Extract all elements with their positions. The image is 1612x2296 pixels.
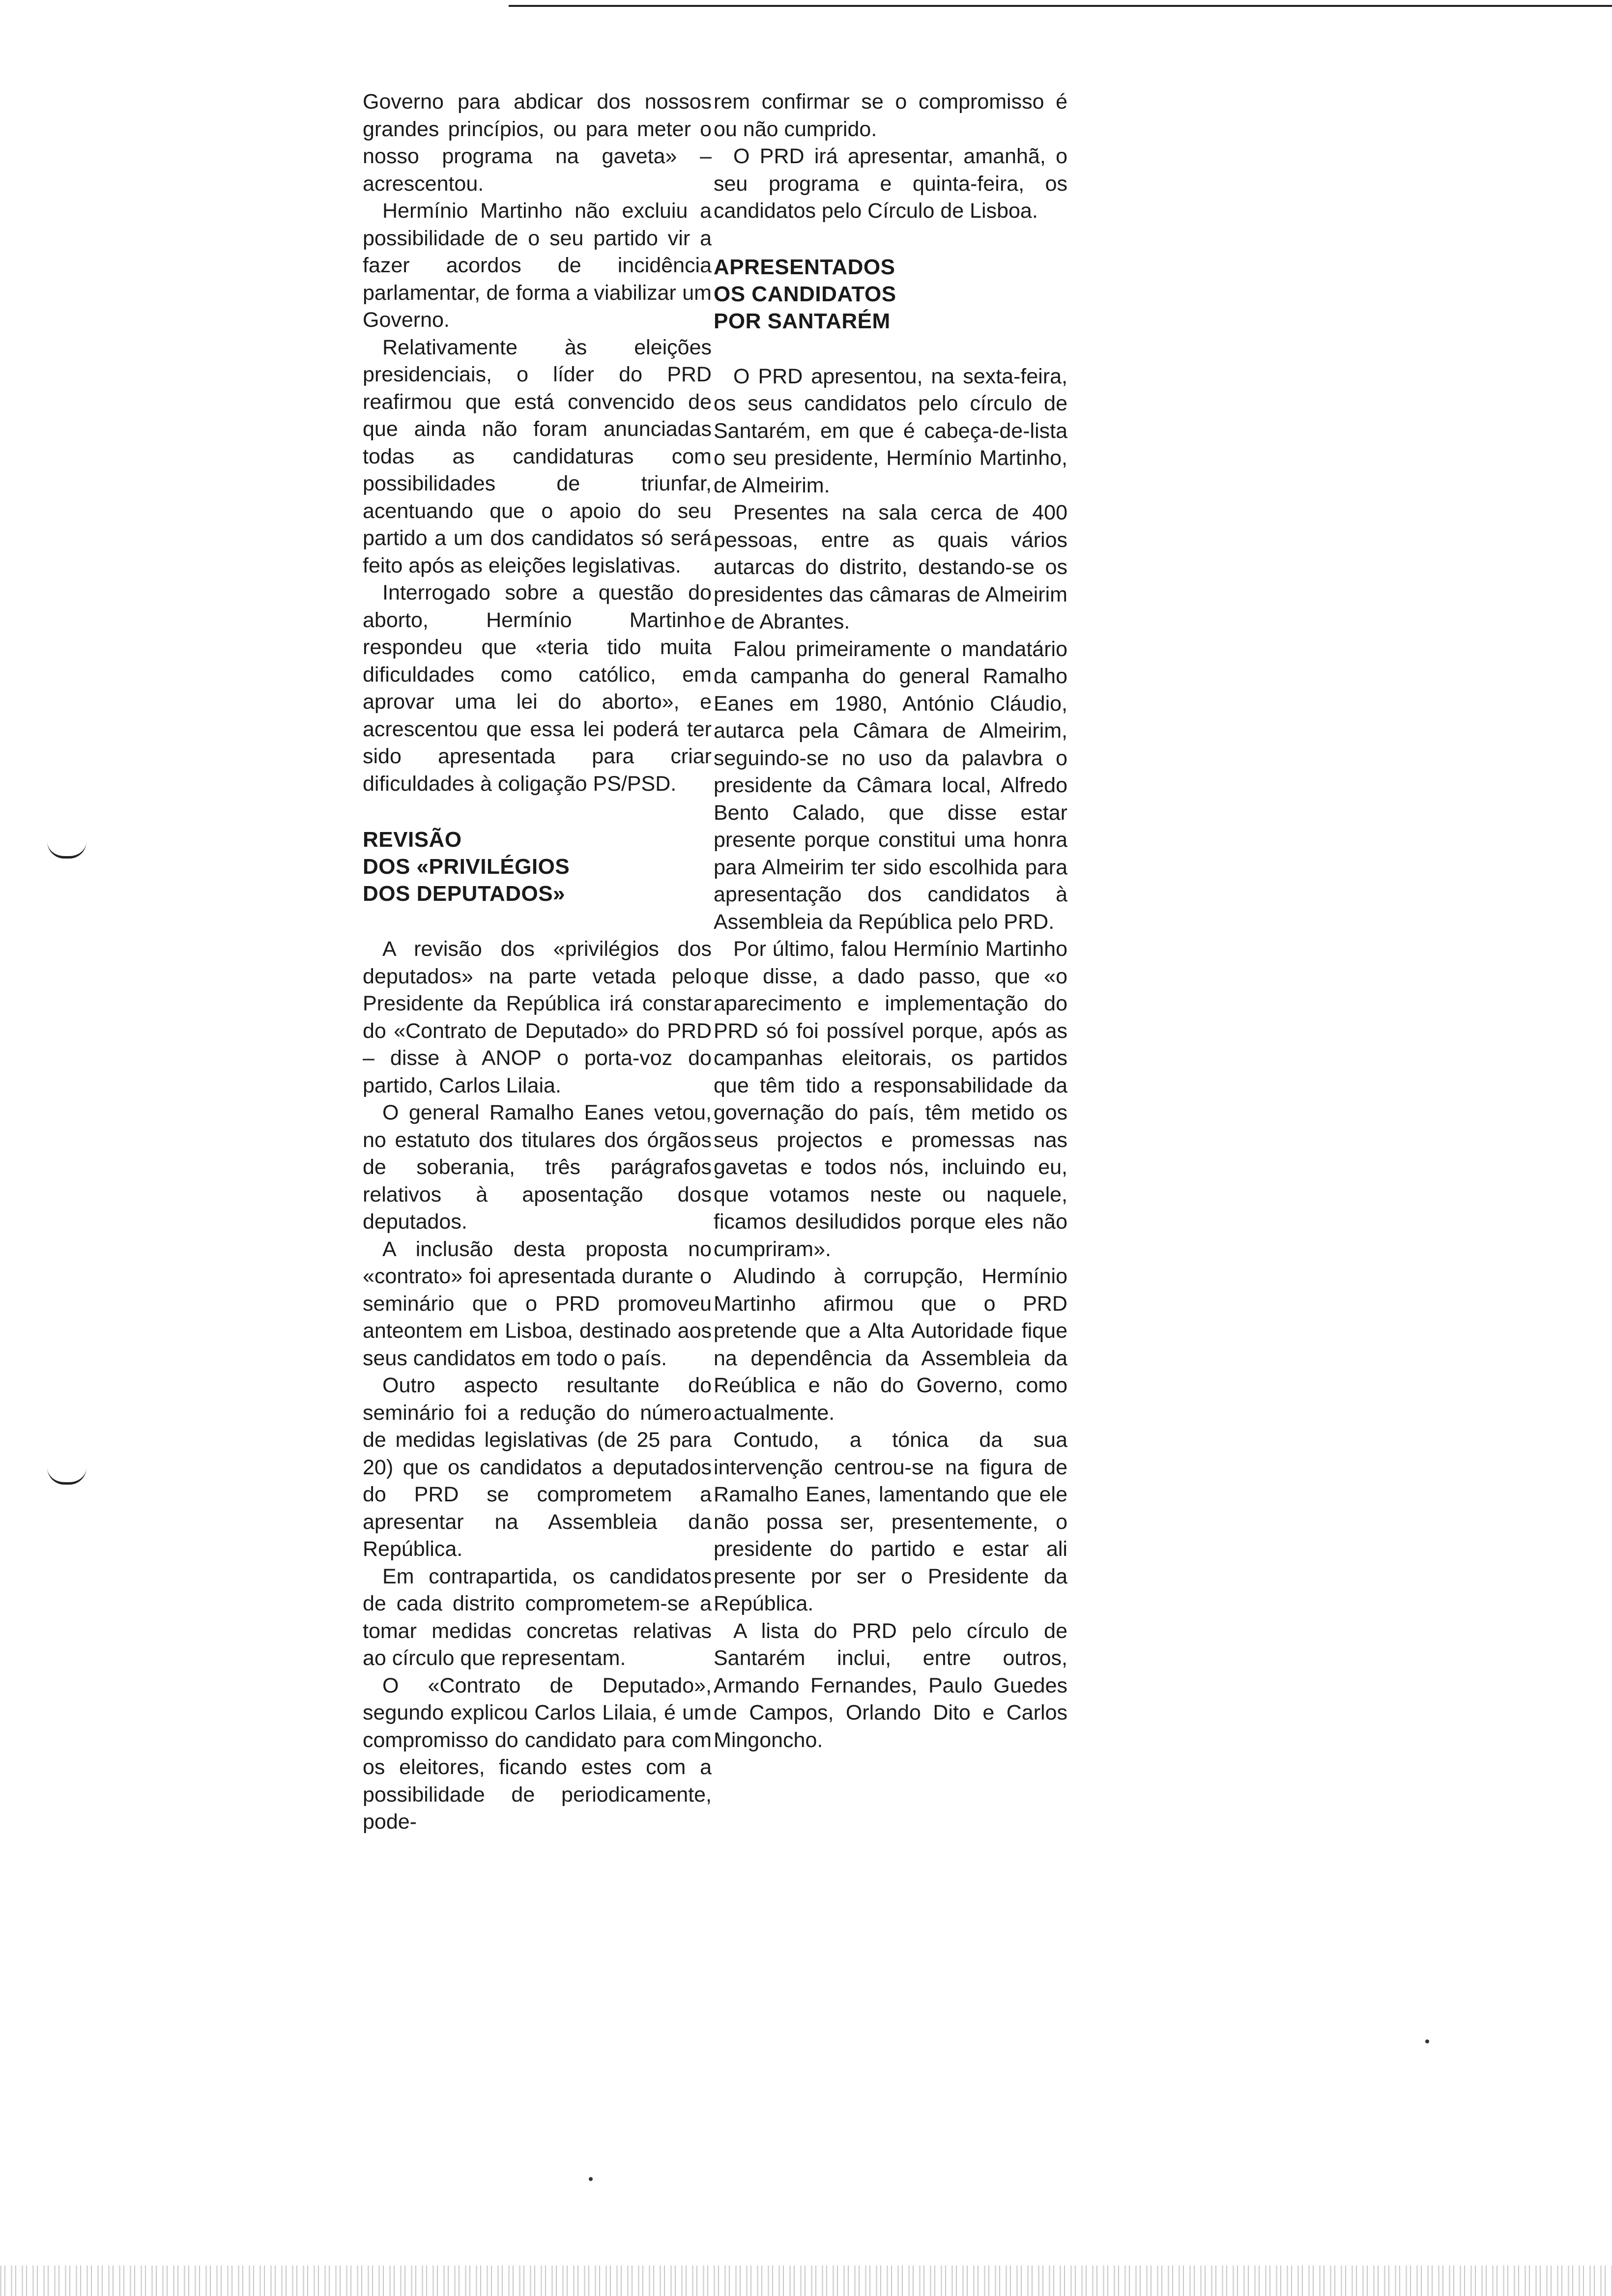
margin-pen-mark (47, 1467, 86, 1485)
right-paragraphs-before (714, 88, 1067, 225)
subheading-apresentados-candidatos (714, 254, 1067, 335)
scan-speck (589, 2177, 593, 2181)
article-paragraph: Governo para abdicar dos nossos grandes princípios, ou para meter o nosso programa na gaveta» – acrescentou. (363, 90, 712, 196)
article-paragraph: Hermínio Martinho não excluiu a possibilidade de o seu partido vir a fazer acordos de incidência parlamentar, de forma a viabilizar um Governo. (363, 199, 712, 332)
right-article-column (714, 88, 1067, 1754)
article-paragraph: Aludindo à corrupção, Hermínio Martinho afirmou que o PRD pretende que a Alta Autoridade fique na dependência da Assembleia da Reública e não do Governo, como actualmente. (714, 1264, 1067, 1425)
article-paragraph: A inclusão desta proposta no «contrato» foi apresentada durante o seminário que o PRD promoveu anteontem em Lisboa, destinado aos seus candidatos em todo o país. (363, 1237, 712, 1370)
subheading-line: APRESENTADOS (714, 255, 895, 279)
article-paragraph: O «Contrato de Deputado», segundo explicou Carlos Lilaia, é um compromisso do candidato para com os eleitores, ficando estes com a possibilidade de periodicamente, pode- (363, 1673, 712, 1834)
left-paragraphs-before (363, 88, 712, 798)
scan-edge-noise (0, 2266, 1612, 2296)
subheading-line: OS CANDIDATOS (714, 282, 896, 306)
subheading-revisao-privilegios (363, 826, 712, 907)
scan-speck (1425, 2039, 1429, 2043)
article-paragraph: Contudo, a tónica da sua intervenção centrou-se na figura de Ramalho Eanes, lamentando que ele não possa ser, presentemente, o presidente do partido e estar ali presente por ser o Presidente da República. (714, 1428, 1067, 1615)
left-paragraphs-after (363, 936, 712, 1836)
article-paragraph: Relativamente às eleições presidenciais, o líder do PRD reafirmou que está convencido de que ainda não foram anunciadas todas as candidaturas com possibilidades de triunfar, acentuando que o apoio do seu partido a um dos candidatos só será feito após as eleições legislativas. (363, 335, 712, 577)
article-paragraph: Interrogado sobre a questão do aborto, Hermínio Martinho respondeu que «teria tido muita dificuldades como católico, em aprovar uma lei do aborto», e acrescentou que essa lei poderá ter sido apresentada para criar dificuldades à coligação PS/PSD. (363, 581, 712, 796)
article-paragraph: O general Ramalho Eanes vetou, no estatuto dos titulares dos órgãos de soberania, três parágrafos relativos à aposentação dos deputados. (363, 1101, 712, 1234)
article-paragraph: Outro aspecto resultante do seminário foi a redução do número de medidas legislativas (de 25 para 20) que os candidatos a deputados do PRD se comprometem a apresentar na Assembleia da República. (363, 1374, 712, 1561)
article-paragraph: A lista do PRD pelo círculo de Santarém inclui, entre outros, Armando Fernandes, Paulo Guedes de Campos, Orlando Dito e Carlos Mingoncho. (714, 1619, 1067, 1752)
article-paragraph: Em contrapartida, os candidatos de cada distrito comprometem-se a tomar medidas concretas relativas ao círculo que representam. (363, 1564, 712, 1670)
article-paragraph: O PRD irá apresentar, amanhã, o seu programa e quinta-feira, os candidatos pelo Círculo de Lisboa. (714, 144, 1067, 223)
article-paragraph: Falou primeiramente o mandatário da campanha do general Ramalho Eanes em 1980, António Cláudio, autarca pela Câmara de Almeirim, seguindo-se no uso da palavbra o presidente da Câmara local, Alfredo Bento Calado, que disse estar presente porque constitui uma honra para Almeirim ter sido escolhida para apresentação dos candidatos à Assembleia da República pelo PRD. (714, 637, 1067, 934)
subheading-line: REVISÃO (363, 828, 462, 852)
left-article-column (363, 88, 712, 1836)
subheading-line: DOS «PRIVILÉGIOS (363, 855, 570, 879)
subheading-line: POR SANTARÉM (714, 309, 891, 333)
top-border-rule (509, 5, 1612, 7)
subheading-line: DOS DEPUTADOS» (363, 882, 566, 906)
article-paragraph: O PRD apresentou, na sexta-feira, os seus candidatos pelo círculo de Santarém, em que é cabeça-de-lista o seu presidente, Hermínio Martinho, de Almeirim. (714, 364, 1067, 497)
margin-pen-mark (47, 841, 86, 859)
article-paragraph: A revisão dos «privilégios dos deputados» na parte vetada pelo Presidente da República irá constar do «Contrato de Deputado» do PRD – disse à ANOP o porta-voz do partido, Carlos Lilaia. (363, 937, 712, 1097)
article-paragraph: rem confirmar se o compromisso é ou não cumprido. (714, 90, 1067, 141)
article-paragraph: Presentes na sala cerca de 400 pessoas, entre as quais vários autarcas do distrito, destando-se os presidentes das câmaras de Almeirim e de Abrantes. (714, 501, 1067, 633)
right-paragraphs-after (714, 363, 1067, 1754)
article-paragraph: Por último, falou Hermínio Martinho que disse, a dado passo, que «o aparecimento e implementação do PRD só foi possível porque, após as campanhas eleitorais, os partidos que têm tido a responsabilidade da governação do país, têm metido os seus projectos e promessas nas gavetas e todos nós, incluindo eu, que votamos neste ou naquele, ficamos desiludidos porque eles não cumpriram». (714, 937, 1067, 1261)
